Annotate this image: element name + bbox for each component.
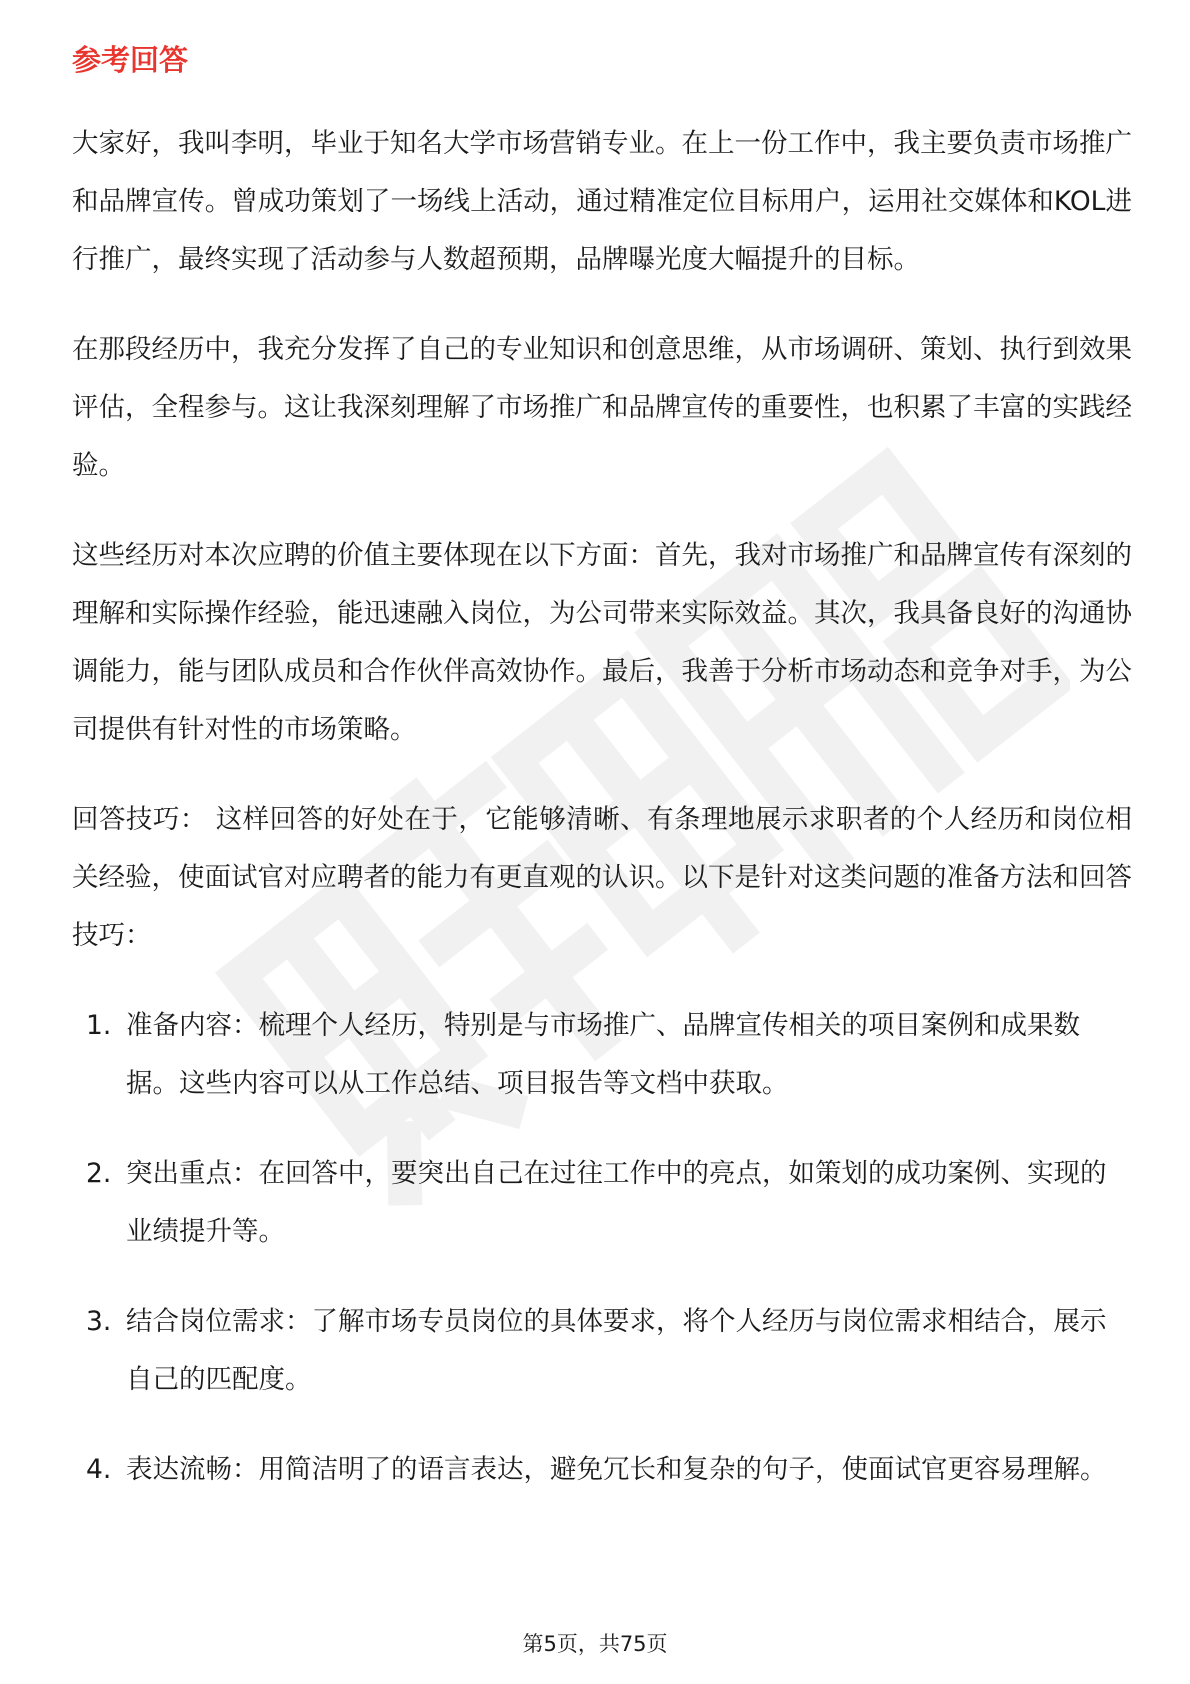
paragraph-answer-tips: 回答技巧： 这样回答的好处在于，它能够清晰、有条理地展示求职者的个人经历和岗位相关经验，使面试官对应聘者的能力有更直观的认识。以下是针对这类问题的准备方法和回答技巧： xyxy=(72,803,1132,951)
list-item-text: 准备内容：梳理个人经历，特别是与市场推广、品牌宣传相关的项目案例和成果数据。这些内容可以从工作总结、项目报告等文档中获取。 xyxy=(126,1009,1080,1099)
list-item-text: 表达流畅：用简洁明了的语言表达，避免冗长和复杂的句子，使面试官更容易理解。 xyxy=(126,1453,1107,1485)
list-item-number: 1. xyxy=(86,1009,112,1041)
paragraph-value: 这些经历对本次应聘的价值主要体现在以下方面：首先，我对市场推广和品牌宣传有深刻的理解和实际操作经验，能迅速融入岗位，为公司带来实际效益。其次，我具备良好的沟通协调能力，能与团队成员和合作伙伴高效协作。最后，我善于分析市场动态和竞争对手，为公司提供有针对性的市场策略。 xyxy=(72,539,1132,745)
page-number-footer: 第5页，共75页 xyxy=(522,1632,668,1656)
list-item-number: 2. xyxy=(86,1157,112,1189)
paragraph-experience: 在那段经历中，我充分发挥了自己的专业知识和创意思维，从市场调研、策划、执行到效果评估，全程参与。这让我深刻理解了市场推广和品牌宣传的重要性，也积累了丰富的实践经验。 xyxy=(72,333,1132,481)
list-item xyxy=(72,1293,1132,1409)
list-item xyxy=(72,1441,1132,1499)
list-item xyxy=(72,1145,1132,1261)
list-item-number: 4. xyxy=(86,1453,112,1485)
paragraph-intro: 大家好，我叫李明，毕业于知名大学市场营销专业。在上一份工作中，我主要负责市场推广和品牌宣传。曾成功策划了一场线上活动，通过精准定位目标用户，运用社交媒体和KOL进行推广，最终实现了活动参与人数超预期，品牌曝光度大幅提升的目标。 xyxy=(72,127,1132,275)
tips-list xyxy=(72,997,1132,1499)
section-title: 参考回答 xyxy=(72,43,189,77)
list-item-text: 结合岗位需求：了解市场专员岗位的具体要求，将个人经历与岗位需求相结合，展示自己的匹配度。 xyxy=(126,1305,1107,1395)
list-item xyxy=(72,997,1132,1113)
document-body xyxy=(72,40,1132,1531)
list-item-text: 突出重点：在回答中，要突出自己在过往工作中的亮点，如策划的成功案例、实现的业绩提升等。 xyxy=(126,1157,1107,1247)
list-item-number: 3. xyxy=(86,1305,112,1337)
